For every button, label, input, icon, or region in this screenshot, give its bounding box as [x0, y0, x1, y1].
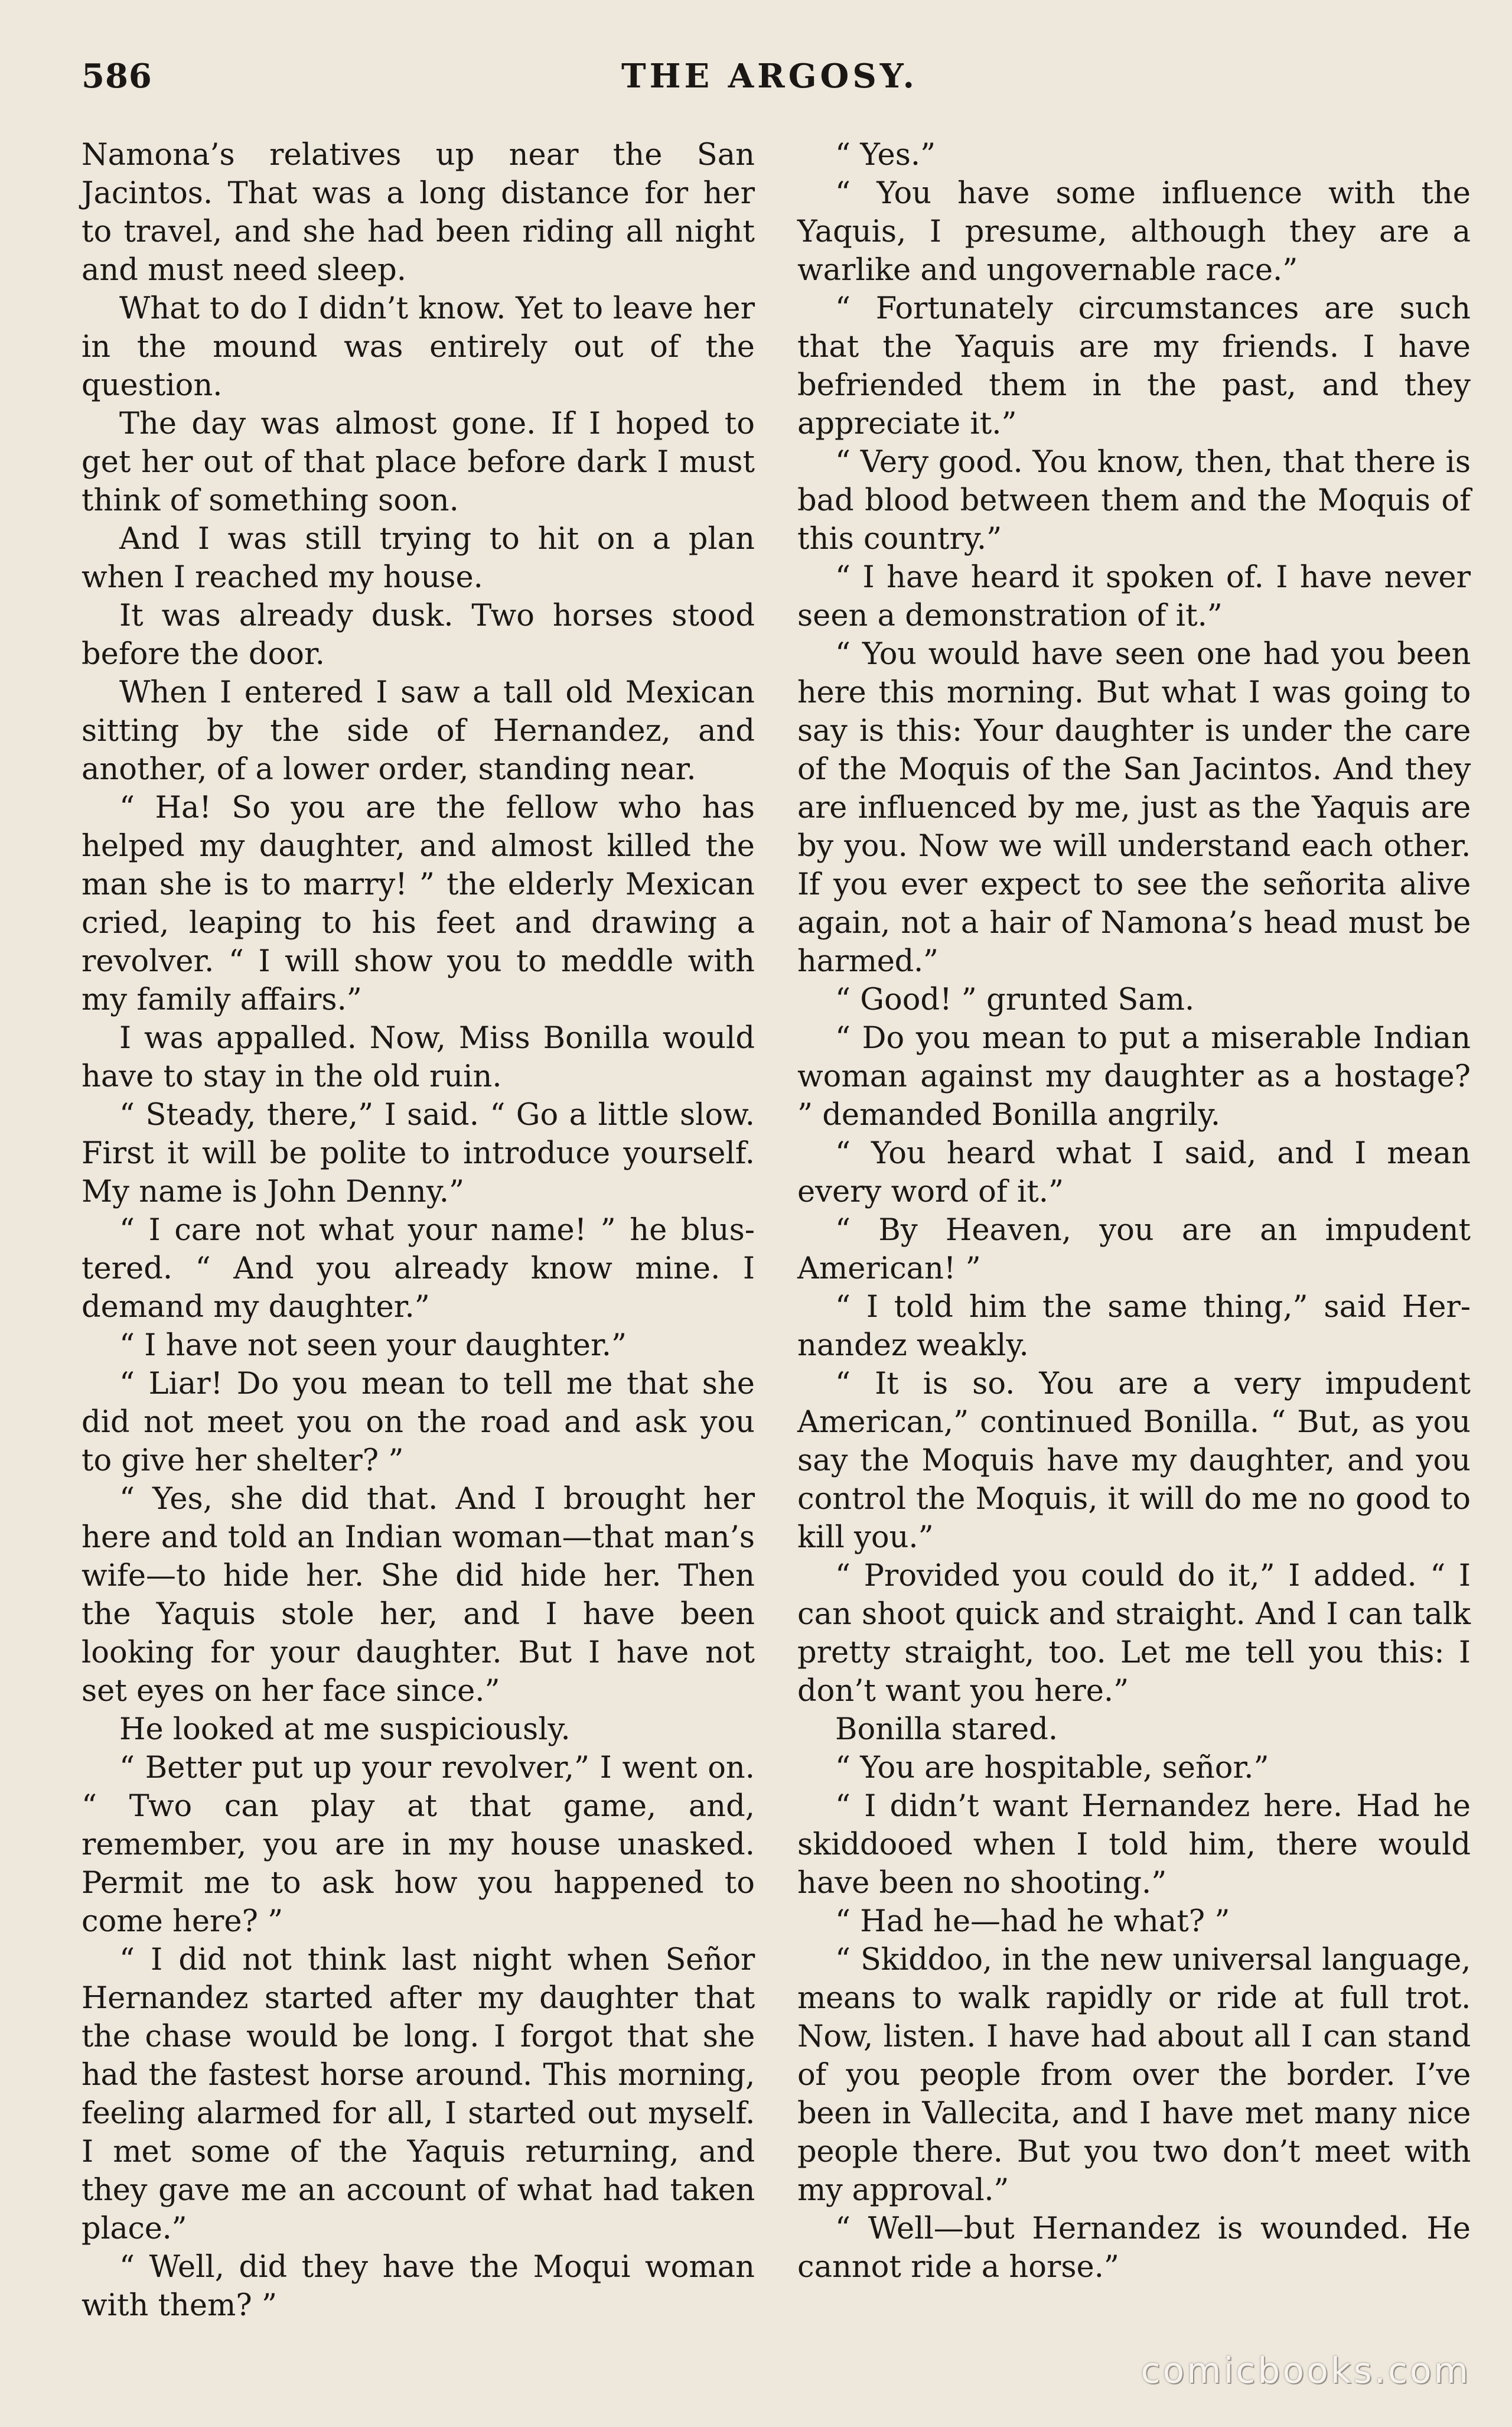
- watermark-logo: comicbooks.com: [1140, 2350, 1471, 2392]
- paragraph: “ You have some influence with the Yaquis, I presume, although they are a warlike and ungovernable race.”: [797, 176, 1471, 288]
- page-number: 586: [82, 57, 152, 96]
- paragraph: “ Better put up your revolver,” I went on. “ Two can play at that game, and, remember, you are in my house unasked. Permit me to ask how you happened to come here? ”: [82, 1751, 755, 1939]
- paragraph: “ I didn’t want Hernandez here. Had he skiddooed when I told him, there would have been no shooting.”: [797, 1789, 1471, 1901]
- paragraph: “ Very good. You know, then, that there is bad blood between them and the Moquis of this country.”: [797, 445, 1471, 557]
- paragraph: “ Well—but Hernandez is wounded. He cannot ride a horse.”: [797, 2211, 1471, 2285]
- paragraph: I was appalled. Now, Miss Bonilla would have to stay in the old ruin.: [82, 1021, 755, 1094]
- paragraph: “ Skiddoo, in the new universal language, means to walk rapidly or ride at full trot. Now, listen. I have had about all I can stand of you people from over the border. I’ve been in Vallecita, and I have met many nice people there. But you two don’t meet with my approval.”: [797, 1943, 1471, 2208]
- paragraph: “ You are hospitable, señor.”: [835, 1751, 1269, 1785]
- paragraph: “ You would have seen one had you been here this morning. But what I was going to say is this: Your daughter is under the care of the Moquis of the San Jacintos. And they are influenced by me, just as the Yaquis are by you. Now we will understand each other. If you ever expect to see the señorita alive again, not a hair of Namona’s head must be harmed.”: [797, 637, 1471, 979]
- paragraph: “ You heard what I said, and I mean every word of it.”: [797, 1136, 1471, 1209]
- paragraph: “ By Heaven, you are an impudent American! ”: [797, 1213, 1471, 1286]
- paragraph: Namona’s relatives up near the San Jacintos. That was a long distance for her to travel, and she had been riding all night and must need sleep.: [82, 138, 755, 288]
- paragraph: And I was still trying to hit on a plan when I reached my house.: [82, 522, 755, 595]
- paragraph: He looked at me suspiciously.: [119, 1712, 571, 1747]
- running-head: THE ARGOSY.: [621, 57, 918, 96]
- paragraph: “ Well, did they have the Moqui woman with them? ”: [82, 2250, 755, 2323]
- page-header: [82, 57, 1458, 110]
- paragraph: “ Liar! Do you mean to tell me that she did not meet you on the road and ask you to give her shelter? ”: [82, 1367, 755, 1478]
- paragraph: “ Had he—had he what? ”: [835, 1904, 1230, 1939]
- paragraph: “ Do you mean to put a miserable Indian woman against my daughter as a hostage? ” demanded Bonilla angrily.: [797, 1021, 1471, 1133]
- paragraph: “ Ha! So you are the fellow who has helped my daughter, and almost killed the man she is to marry! ” the elderly Mexican cried, leaping to his feet and drawing a revolver. “ I will show you to meddle with my family affairs.”: [82, 790, 755, 1017]
- paragraph: “ It is so. You are a very impudent American,” continued Bonilla. “ But, as you say the Moquis have my daughter, and you control the Moquis, it will do me no good to kill you.”: [797, 1367, 1471, 1555]
- paragraph: “ Yes, she did that. And I brought her here and told an Indian woman—that man’s wife—to hide her. She did hide her. Then the Yaquis stole her, and I have been looking for your daughter. But I have not set eyes on her face since.”: [82, 1482, 755, 1709]
- paragraph: “ Fortunately circumstances are such that the Yaquis are my friends. I have befriended them in the past, and they appreciate it.”: [797, 291, 1471, 441]
- paragraph: It was already dusk. Two horses stood before the door.: [82, 598, 755, 672]
- paragraph: “ Steady, there,” I said. “ Go a little slow. First it will be polite to introduce yourself. My name is John Denny.”: [82, 1098, 755, 1209]
- paragraph: “ Provided you could do it,” I added. “ I can shoot quick and straight. And I can talk pretty straight, too. Let me tell you this: I don’t want you here.”: [797, 1559, 1471, 1709]
- paragraph: When I entered I saw a tall old Mexican sitting by the side of Hernandez, and another, of a lower order, standing near.: [82, 675, 755, 787]
- right-column: [797, 136, 1471, 2286]
- paragraph: “ I have heard it spoken of. I have never seen a demonstration of it.”: [797, 560, 1471, 633]
- paragraph: What to do I didn’t know. Yet to leave her in the mound was entirely out of the question.: [82, 291, 755, 403]
- left-column: [82, 136, 755, 2325]
- paragraph: The day was almost gone. If I hoped to get her out of that place before dark I must think of something soon.: [82, 406, 755, 518]
- paragraph: “ I did not think last night when Señor Hernandez started after my daughter that the chase would be long. I forgot that she had the fastest horse around. This morning, feeling alarmed for all, I started out myself. I met some of the Yaquis returning, and they gave me an account of what had taken place.”: [82, 1943, 755, 2246]
- paragraph: “ Good! ” grunted Sam.: [835, 982, 1195, 1017]
- paragraph: “ Yes.”: [835, 138, 936, 173]
- paragraph: “ I have not seen your daughter.”: [119, 1328, 627, 1363]
- paragraph: “ I care not what your name! ” he blustered. “ And you already know mine. I demand my daughter.”: [82, 1213, 755, 1325]
- paragraph: “ I told him the same thing,” said Hernandez weakly.: [797, 1290, 1471, 1363]
- paragraph: Bonilla stared.: [835, 1712, 1058, 1747]
